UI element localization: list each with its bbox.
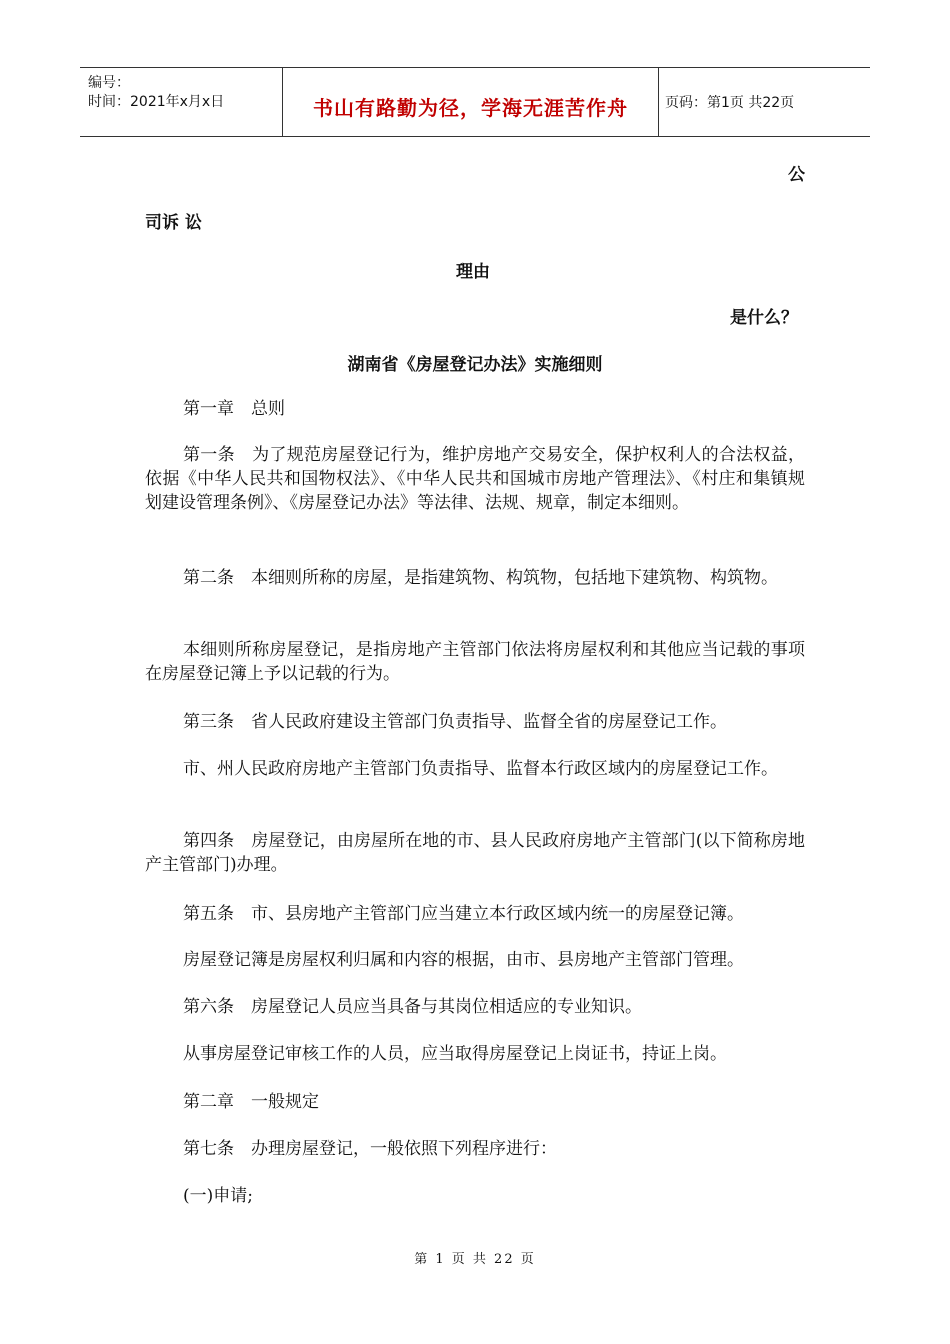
article-7-item-1: (一)申请; [183,1186,253,1206]
title-fragment-sisong: 司诉 讼 [145,213,202,233]
article-6: 第六条 房屋登记人员应当具备与其岗位相适应的专业知识。 [183,997,642,1017]
article-5: 第五条 市、县房地产主管部门应当建立本行政区域内统一的房屋登记簿。 [183,904,744,924]
article-7: 第七条 办理房屋登记，一般依照下列程序进行： [183,1139,557,1159]
title-fragment-liyou: 理由 [456,262,490,282]
article-3-paragraph-2: 市、州人民政府房地产主管部门负责指导、监督本行政区域内的房屋登记工作。 [183,759,778,779]
chapter-2-heading: 第二章 一般规定 [183,1092,319,1112]
page-header [80,67,870,137]
header-right-cell [659,68,870,136]
header-left-cell [80,68,283,136]
article-4: 第四条 房屋登记，由房屋所在地的市、县人民政府房地产主管部门(以下简称房地产主管部门)办理。 [145,831,805,875]
time-label: 时间：2021年x月x日 [88,94,225,110]
article-2: 第二条 本细则所称的房屋，是指建筑物、构筑物，包括地下建筑物、构筑物。 [183,568,778,588]
title-fragment-gong: 公 [788,165,805,185]
page-footer: 第 1 页 共 22 页 [414,1252,536,1267]
number-label: 编号： [88,75,130,91]
article-1: 第一条 为了规范房屋登记行为，维护房地产交易安全，保护权利人的合法权益，依据《中华人民共和国物权法》、《中华人民共和国城市房地产管理法》、《村庄和集镇规划建设管理条例》、《房屋登记办法》等法律、法规、规章，制定本细则。 [145,445,805,513]
header-middle-cell [283,68,659,136]
article-3: 第三条 省人民政府建设主管部门负责指导、监督全省的房屋登记工作。 [183,712,727,732]
title-fragment-shishenme: 是什么？ [730,308,798,328]
slogan: 书山有路勤为径，学海无涯苦作舟 [313,95,628,120]
article-5-paragraph-2: 房屋登记簿是房屋权利归属和内容的根据，由市、县房地产主管部门管理。 [183,950,744,970]
article-2-paragraph-2: 本细则所称房屋登记，是指房地产主管部门依法将房屋权利和其他应当记载的事项在房屋登记簿上予以记载的行为。 [145,640,805,684]
chapter-1-heading: 第一章 总则 [183,399,285,419]
document-title: 湖南省《房屋登记办法》实施细则 [347,355,603,375]
article-6-paragraph-2: 从事房屋登记审核工作的人员，应当取得房屋登记上岗证书，持证上岗。 [183,1044,727,1064]
page-info: 页码：第1页 共22页 [665,95,795,111]
